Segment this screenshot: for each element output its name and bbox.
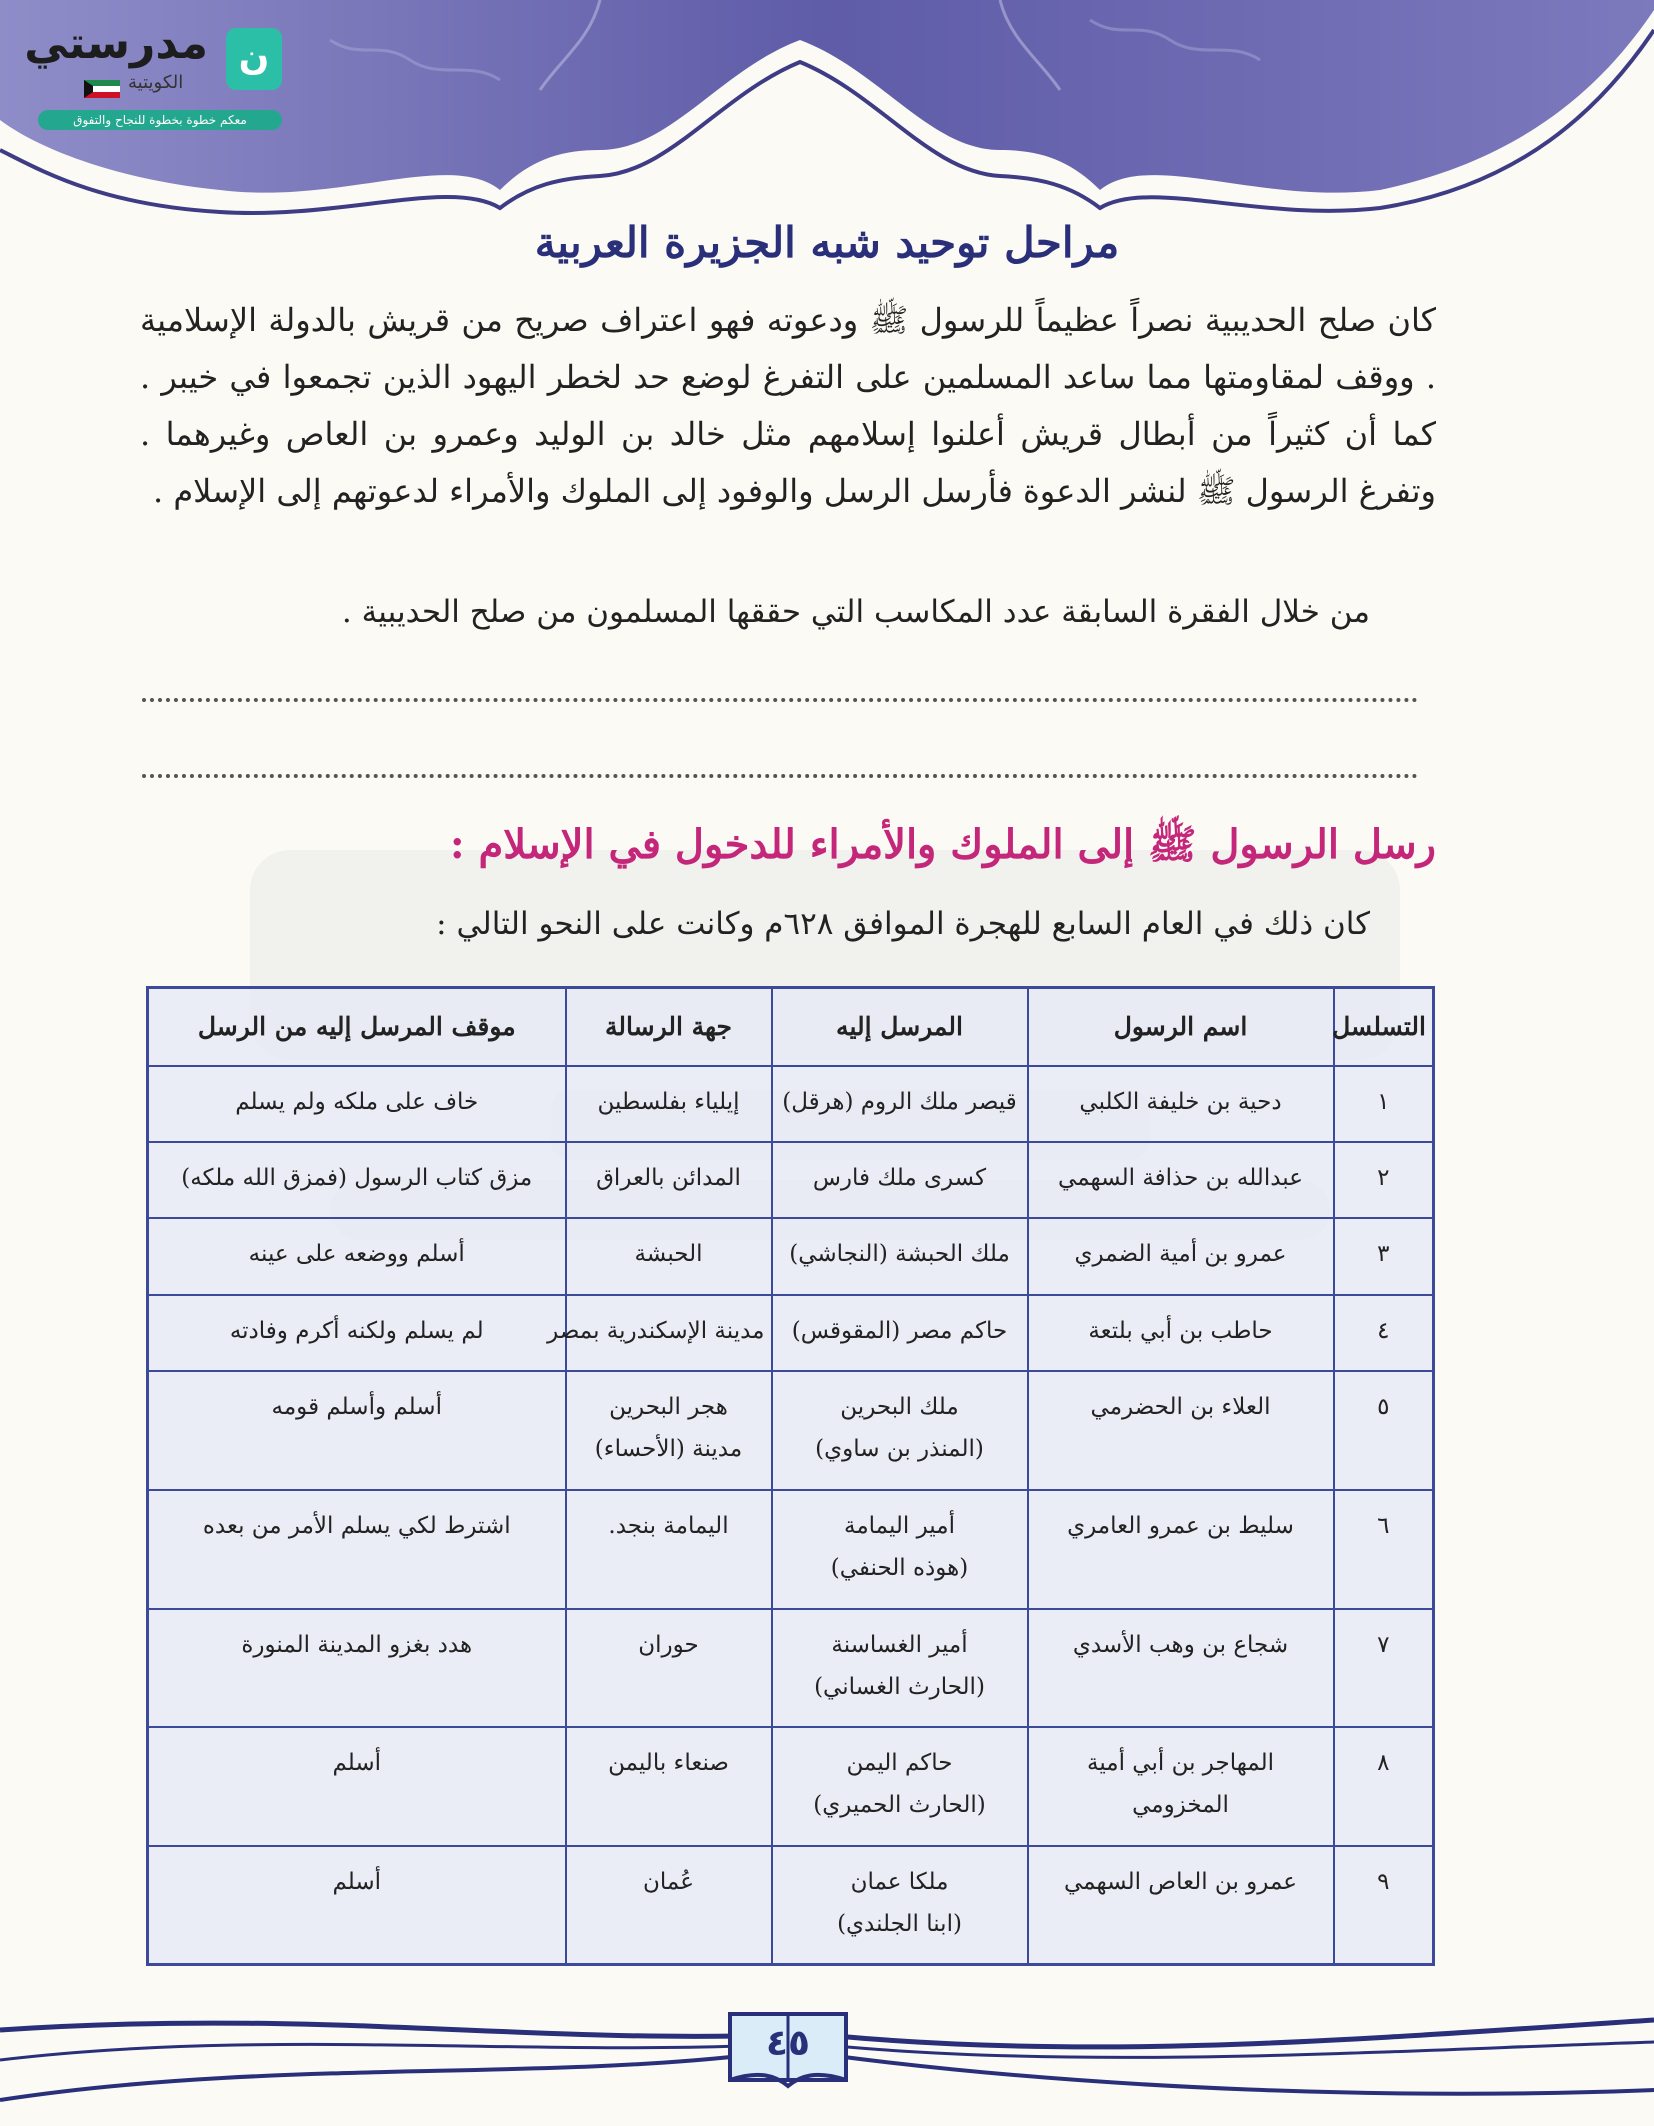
cell-messenger-line: سليط بن عمرو العامري: [1067, 1512, 1294, 1539]
cell-messenger-line: شجاع بن وهب الأسدي: [1072, 1631, 1289, 1658]
cell-destination-line: المدائن بالعراق: [596, 1164, 741, 1191]
cell-recipient: [772, 1295, 1028, 1371]
cell-response-line: لم يسلم ولكنه أكرم وفادته: [229, 1317, 484, 1344]
cell-messenger: [1028, 1371, 1334, 1490]
cell-destination-line: صنعاء باليمن: [608, 1750, 729, 1777]
cell-recipient: [772, 1218, 1028, 1294]
cell-messenger-line: عبدالله بن حذافة السهمي: [1058, 1164, 1303, 1191]
cell-messenger: [1028, 1846, 1334, 1965]
cell-recipient-line: حاكم مصر (المقوقس): [791, 1317, 1008, 1344]
cell-recipient-line: أمير الغساسنة: [831, 1631, 968, 1658]
cell-sequence: ٩: [1334, 1846, 1434, 1965]
header-response: موقف المرسل إليه من الرسل: [148, 988, 566, 1066]
cell-destination-line: الحبشة: [634, 1241, 703, 1268]
cell-destination: [566, 1218, 772, 1294]
cell-response-line: أسلم: [332, 1868, 382, 1895]
brand-name: مدرستي: [24, 18, 208, 69]
cell-messenger: [1028, 1609, 1334, 1728]
brand-logo: [24, 14, 298, 127]
cell-recipient-line: حاكم اليمن: [846, 1750, 953, 1777]
cell-destination: [566, 1371, 772, 1490]
cell-sequence: ٣: [1334, 1218, 1434, 1294]
cell-sequence: ٥: [1334, 1371, 1434, 1490]
cell-recipient: [772, 1142, 1028, 1218]
cell-response: [148, 1490, 566, 1609]
cell-destination-line: اليمامة بنجد.: [608, 1512, 729, 1539]
cell-destination-line: حوران: [638, 1631, 699, 1658]
cell-response: [148, 1218, 566, 1294]
cell-response-line: أسلم ووضعه على عينه: [248, 1241, 465, 1268]
cell-recipient-line: قيصر ملك الروم (هرقل): [782, 1088, 1017, 1115]
cell-messenger: [1028, 1490, 1334, 1609]
cell-messenger-line: العلاء بن الحضرمي: [1090, 1394, 1271, 1421]
cell-recipient-line: ملك البحرين: [840, 1394, 959, 1421]
cell-response-line: مزق كتاب الرسول (فمزق الله ملكه): [181, 1164, 533, 1191]
cell-destination-line: إيلياء بفلسطين: [597, 1088, 740, 1115]
cell-messenger: [1028, 1218, 1334, 1294]
table-row: [148, 1218, 1434, 1294]
table-row: [148, 1295, 1434, 1371]
cell-response: [148, 1609, 566, 1728]
table-body: [148, 1066, 1434, 1965]
cell-response: [148, 1727, 566, 1846]
cell-destination: [566, 1490, 772, 1609]
cell-messenger-line: دحية بن خليفة الكلبي: [1079, 1088, 1282, 1115]
cell-messenger: [1028, 1066, 1334, 1142]
section-intro: كان ذلك في العام السابع للهجرة الموافق ٦٢٨م وكانت على النحو التالي :: [436, 906, 1370, 942]
cell-response: [148, 1066, 566, 1142]
cell-messenger-line: عمرو بن العاص السهمي: [1064, 1868, 1297, 1895]
cell-recipient: [772, 1727, 1028, 1846]
cell-response-line: هدد بغزو المدينة المنورة: [241, 1631, 473, 1658]
envoys-table: [146, 986, 1435, 1966]
cell-response: [148, 1142, 566, 1218]
cell-recipient-line: كسرى ملك فارس: [812, 1164, 987, 1191]
header-recipient: المرسل إليه: [772, 988, 1028, 1066]
cell-recipient: [772, 1066, 1028, 1142]
cell-destination: [547, 1295, 772, 1371]
cell-recipient-line: ملك الحبشة (النجاشي): [789, 1241, 1010, 1268]
intro-paragraph: كان صلح الحديبية نصراً عظيماً للرسول ﷺ ودعوته فهو اعتراف صريح من قريش بالدولة الإسلامية . ووقف لمقاومتها مما ساعد المسلمين على التفرغ لوضع حد لخطر اليهود الذين تجمعوا في خيبر . كما أن كثيراً من أبطال قريش أعلنوا إسلامهم مثل خالد بن الوليد وعمرو بن العاص وغيرهما . وتفرغ الرسول ﷺ لنشر الدعوة فأرسل الرسل والوفود إلى الملوك والأمراء لدعوتهم إلى الإسلام .: [140, 301, 1436, 510]
cell-recipient: [772, 1371, 1028, 1490]
table-row: [148, 1609, 1434, 1728]
cell-recipient-line: أمير اليمامة: [844, 1512, 955, 1539]
cell-sequence: ٦: [1334, 1490, 1434, 1609]
cell-messenger: [1028, 1727, 1334, 1846]
question-text: من خلال الفقرة السابقة عدد المكاسب التي حققها المسلمون من صلح الحديبية .: [341, 594, 1370, 630]
section-title: رسل الرسول ﷺ إلى الملوك والأمراء للدخول في الإسلام :: [449, 821, 1436, 868]
cell-sequence: ٧: [1334, 1609, 1434, 1728]
brand-subtitle: الكويتية: [128, 72, 184, 93]
cell-destination: [566, 1142, 772, 1218]
cell-sequence: ٢: [1334, 1142, 1434, 1218]
cell-response: [148, 1371, 566, 1490]
table-row: [148, 1066, 1434, 1142]
cell-response-line: خاف على ملكه ولم يسلم: [235, 1088, 479, 1115]
cell-messenger: [1028, 1295, 1334, 1371]
cell-messenger-line: المخزومي: [1132, 1792, 1229, 1819]
cell-messenger-line: حاطب بن أبي بلتعة: [1088, 1317, 1273, 1344]
cell-recipient-line: (ابنا الجلندي): [837, 1910, 962, 1937]
cell-response: [148, 1846, 566, 1965]
cell-destination: [566, 1727, 772, 1846]
cell-recipient: [772, 1609, 1028, 1728]
table-row: [148, 1371, 1434, 1490]
cell-sequence: ٨: [1334, 1727, 1434, 1846]
page-title: مراحل توحيد شبه الجزيرة العربية: [534, 218, 1120, 267]
cell-response-line: أسلم: [332, 1750, 382, 1777]
cell-destination: [566, 1066, 772, 1142]
cell-recipient-line: (الحارث الغساني): [814, 1673, 985, 1700]
kuwait-flag-icon: [84, 80, 120, 98]
table-row: [148, 1142, 1434, 1218]
cell-messenger: [1028, 1142, 1334, 1218]
cell-recipient-line: (المنذر بن ساوي): [815, 1436, 984, 1463]
cell-messenger-line: المهاجر بن أبي أمية: [1087, 1750, 1274, 1777]
cell-recipient-line: ملكا عمان: [850, 1868, 949, 1895]
cell-sequence: ٤: [1334, 1295, 1434, 1371]
cell-destination-line: مدينة الإسكندرية بمصر: [547, 1317, 765, 1344]
header-sequence: التسلسل: [1334, 988, 1434, 1066]
cell-sequence: ١: [1334, 1066, 1434, 1142]
cell-response: [148, 1295, 566, 1371]
cell-response-line: أسلم وأسلم قومه: [271, 1394, 442, 1421]
header-destination: جهة الرسالة: [566, 988, 772, 1066]
header-messenger: اسم الرسول: [1028, 988, 1334, 1066]
brand-tagline: معكم خطوة بخطوة للنجاح والتفوق: [38, 110, 282, 130]
cell-recipient: [772, 1490, 1028, 1609]
answer-line-1[interactable]: [142, 698, 1418, 702]
cell-destination-line: مدينة (الأحساء): [594, 1436, 743, 1463]
table-row: [148, 1846, 1434, 1965]
cell-destination-line: عُمان: [643, 1868, 694, 1895]
table-row: [148, 1727, 1434, 1846]
cell-destination: [566, 1609, 772, 1728]
cell-destination: [566, 1846, 772, 1965]
cell-response-line: اشترط لكي يسلم الأمر من بعده: [202, 1512, 511, 1539]
cell-recipient-line: (هوذه الحنفي): [830, 1554, 969, 1581]
table-row: [148, 1490, 1434, 1609]
brand-badge: ن: [226, 28, 282, 90]
cell-destination-line: هجر البحرين: [609, 1394, 728, 1421]
page-number: ٤٥: [766, 2023, 810, 2064]
cell-messenger-line: عمرو بن أمية الضمري: [1074, 1241, 1287, 1268]
answer-line-2[interactable]: [142, 774, 1418, 778]
cell-recipient: [772, 1846, 1028, 1965]
cell-recipient-line: (الحارث الحميري): [813, 1792, 986, 1819]
table-header-row: [148, 988, 1434, 1066]
